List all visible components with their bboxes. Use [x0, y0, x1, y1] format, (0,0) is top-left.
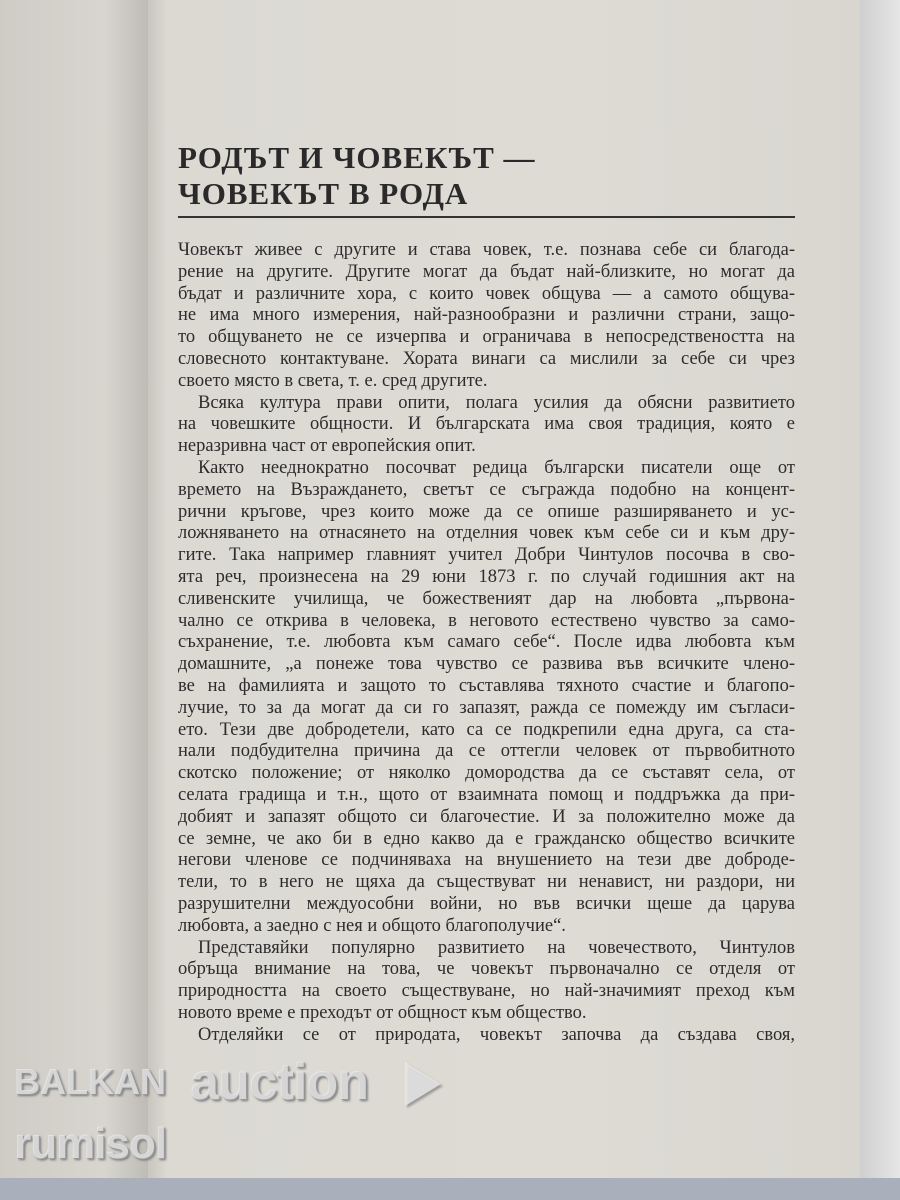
text-line: любовта, а заедно с нея и общото благополучие“. — [178, 915, 566, 936]
text-line: бъдат и различните хора, с които човек общува — а самото общува- — [178, 283, 795, 304]
text-line: нали подбудителна причина да се оттегли человек от първобитното — [178, 741, 795, 762]
text-line: времето на Възраждането, светът се съгражда подобно на концент- — [178, 479, 795, 500]
chapter-title-line-1: РОДЪТ И ЧОВЕКЪТ — — [178, 140, 536, 175]
chapter-title-line-2: ЧОВЕКЪТ В РОДА — [178, 176, 469, 211]
text-line: рични кръгове, чрез които може да се опише разширяването и ус- — [178, 501, 795, 522]
watermark-balkan: BALKAN — [14, 1061, 166, 1102]
text-line: домашните, „а понеже това чувство се развива във всичките члено- — [178, 654, 795, 675]
text-line: гите. Така например главният учител Добри Чинтулов посочва в сво- — [178, 545, 795, 566]
text-line: негови членове се подчиняваха на внушението на тези две доброде- — [178, 850, 795, 871]
text-line: на човешките общности. И българската има своя традиция, която е — [178, 414, 795, 435]
text-line: своето място в света, т. е. сред другите. — [178, 370, 488, 391]
text-line: ето. Тези две добродетели, като са се подкрепили една друга, са ста- — [178, 719, 795, 740]
background — [860, 0, 900, 1180]
text-line: тели, то в него не щяха да съществуват ни ненавист, ни раздори, ни — [178, 872, 795, 893]
title-rule — [178, 216, 795, 218]
text-line: природността на своето съществуване, но най-значимият преход към — [178, 981, 795, 1002]
watermark-rumisol: rumisol — [14, 1119, 166, 1168]
text-line: Отделяйки се от природата, човекът започва да създава своя, — [198, 1024, 795, 1045]
text-line: новото време е преходът от общност към общество. — [178, 1002, 587, 1023]
text-line: Всяка култура прави опити, полага усилия да обясни развитието — [198, 392, 795, 413]
text-line: добият и запазят общото си благочестие. И за положително може да — [178, 806, 795, 827]
play-icon — [405, 1062, 441, 1106]
text-line: Както нееднократно посочват редица български писатели още от — [198, 457, 795, 478]
text-line: неразривна част от европейския опит. — [178, 436, 476, 457]
text-line: сливенските училища, че божественият дар на любовта „първона- — [178, 588, 795, 609]
chapter-title — [178, 140, 798, 212]
text-line: ложняването на отнасянето на отделния човек към себе си и към дру- — [178, 523, 795, 544]
text-line: ята реч, произнесена на 29 юни 1873 г. по случай годишния акт на — [178, 566, 795, 587]
text-line: словесното контактуване. Хората винаги са мислили за себе си чрез — [178, 348, 795, 369]
text-line: разрушителни междуособни войни, но във всички щеше да царува — [178, 893, 795, 914]
text-line: лучие, то за да могат да си го запазят, ражда се помежду им съгласи- — [178, 697, 795, 718]
text-line: скотско положение; от няколко домородства да се съставят села, от — [178, 763, 795, 784]
text-line: не има много измерения, най-разнообразни и различни страни, защо- — [178, 305, 795, 326]
left-page-edge — [0, 0, 150, 1180]
table-surface — [0, 1178, 900, 1200]
text-line: Човекът живее с другите и става човек, т.е. познава себе си благода- — [178, 240, 795, 260]
text-line: селата градища и т.н., щото от взаимната помощ и поддръжка да при- — [178, 784, 795, 805]
watermark-auction: auction — [190, 1053, 368, 1111]
body-text — [178, 240, 795, 1046]
text-line: Представяйки популярно развитието на човечеството, Чинтулов — [198, 937, 795, 958]
text-line: ве на фамилията и защото то съставлява тяхното счастие и благопо- — [178, 675, 795, 696]
text-line: обръща внимание на това, че човекът първоначално се отделя от — [178, 959, 795, 980]
text-line: то общуването не се изчерпва и ограничава в непосредствеността на — [178, 327, 795, 348]
text-line: рение на другите. Другите могат да бъдат най-близките, но могат да — [178, 261, 795, 282]
text-line: се земне, че ако би в едно какво да е гражданско общество всичките — [178, 828, 795, 849]
text-line: съхранение, т.е. любовта към самаго себе“. После идва любовта към — [178, 632, 795, 653]
text-line: чално се открива в человека, в неговото естествено чувство за само- — [178, 610, 795, 631]
